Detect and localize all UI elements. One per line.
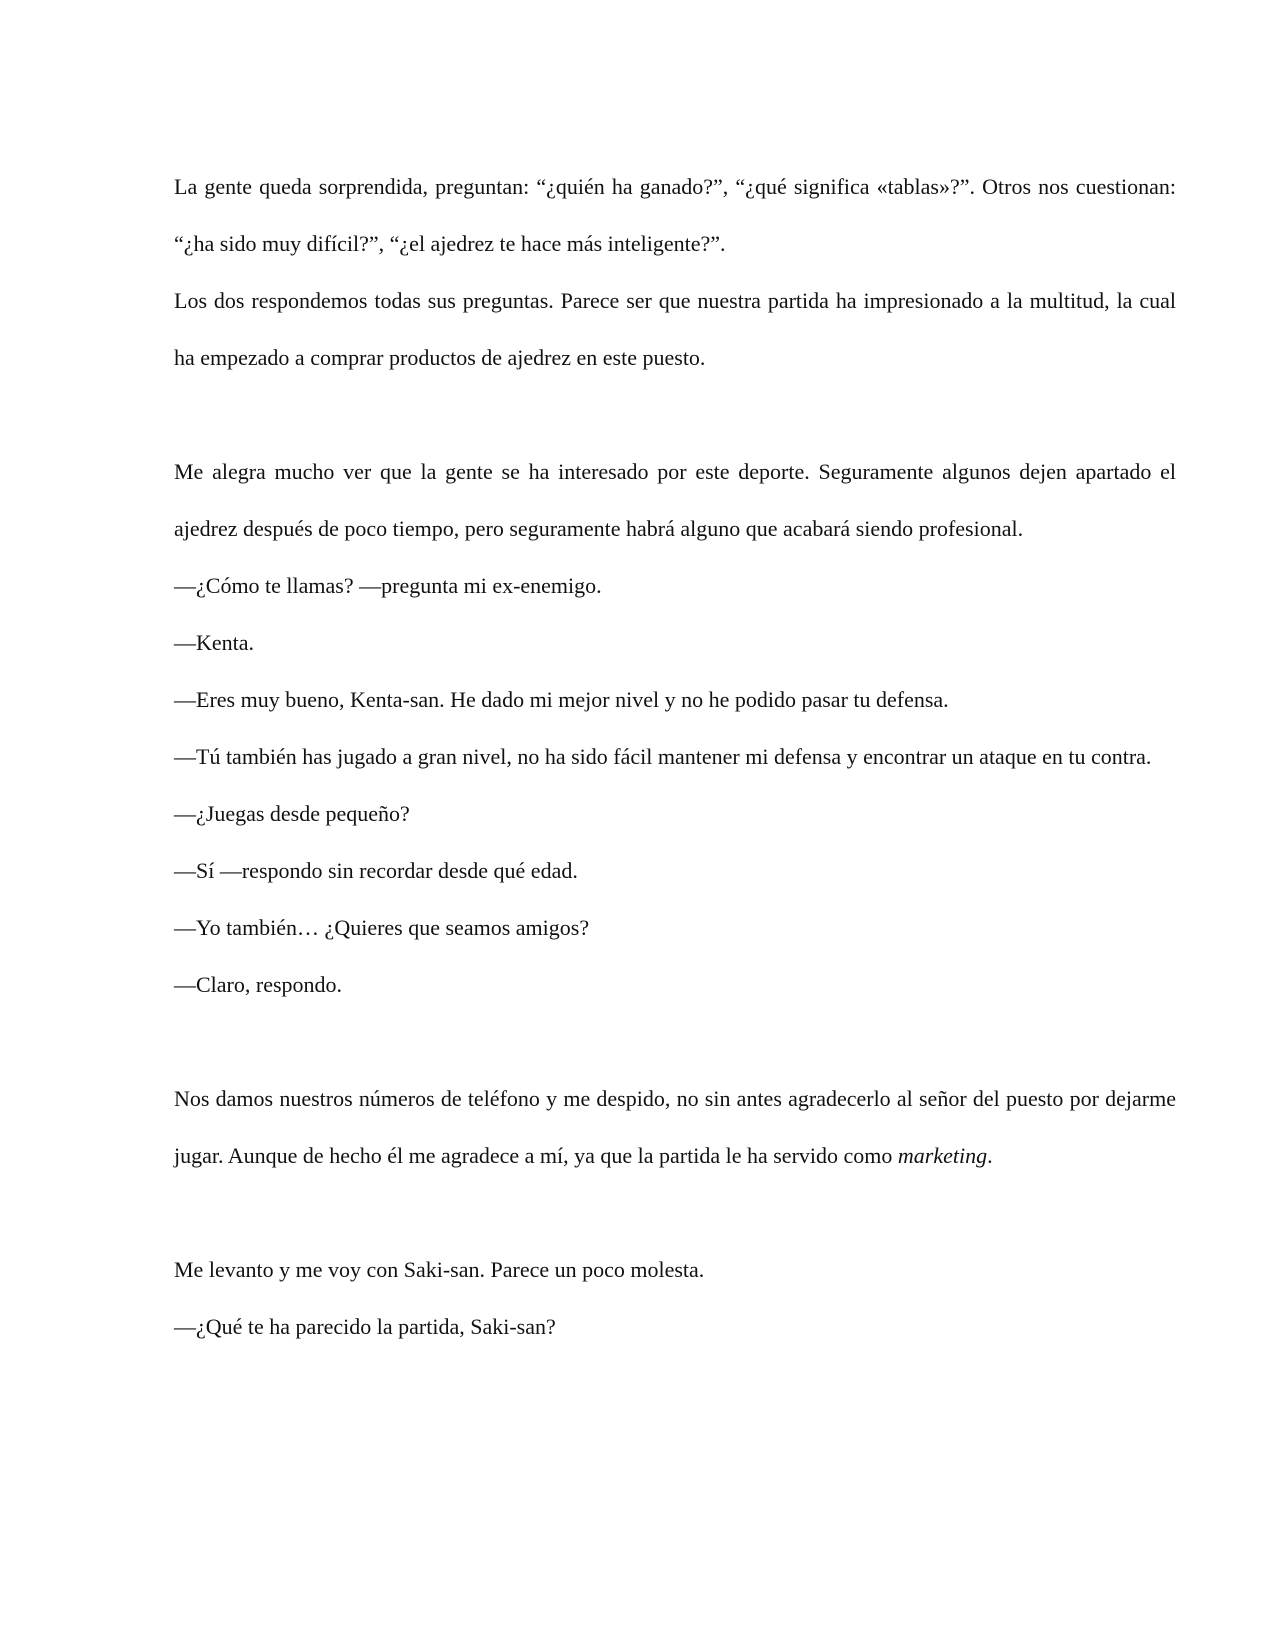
dialogue-line: —Eres muy bueno, Kenta-san. He dado mi mejor nivel y no he podido pasar tu defensa.	[174, 687, 949, 712]
paragraph-spacer	[174, 1184, 1176, 1241]
dialogue-line: —Sí —respondo sin recordar desde qué edad.	[174, 858, 578, 883]
dialogue-line: —¿Juegas desde pequeño?	[174, 801, 410, 826]
paragraph-farewell	[174, 1070, 1176, 1184]
paragraph-answers: Los dos respondemos todas sus preguntas. Parece ser que nuestra partida ha impresionado a la multitud, la cual ha empezado a comprar productos de ajedrez en este puesto.	[174, 288, 1176, 370]
dialogue-line: —¿Qué te ha parecido la partida, Saki-san?	[174, 1314, 556, 1339]
dialogue-line: —Claro, respondo.	[174, 972, 343, 997]
paragraph-farewell-text: Nos damos nuestros números de teléfono y me despido, no sin antes agradecerlo al señor del puesto por dejarme jugar. Aunque de hecho él me agradece a mí, ya que la partida le ha servido como	[174, 1086, 1176, 1168]
paragraph-interest: Me alegra mucho ver que la gente se ha interesado por este deporte. Seguramente algunos dejen apartado el ajedrez después de poco tiempo, pero seguramente habrá alguno que acabará siendo profesional.	[174, 459, 1176, 541]
document-body	[174, 158, 1176, 1355]
paragraph-spacer	[174, 386, 1176, 443]
paragraph-crowd-questions: La gente queda sorprendida, preguntan: “¿quién ha ganado?”, “¿qué significa «tablas»?”. Otros nos cuestionan: “¿ha sido muy difícil?”, “¿el ajedrez te hace más inteligente?”.	[174, 174, 1176, 256]
emphasis-marketing: marketing	[897, 1143, 988, 1168]
dialogue-line: —Tú también has jugado a gran nivel, no ha sido fácil mantener mi defensa y encontrar un ataque en tu contra.	[174, 744, 1152, 769]
dialogue-line: —Kenta.	[174, 630, 255, 655]
paragraph-farewell-tail: .	[987, 1143, 993, 1168]
paragraph-spacer	[174, 1013, 1176, 1070]
dialogue-line: —¿Cómo te llamas? —pregunta mi ex-enemigo.	[174, 573, 602, 598]
dialogue-line: —Yo también… ¿Quieres que seamos amigos?	[174, 915, 590, 940]
paragraph-leaving: Me levanto y me voy con Saki-san. Parece un poco molesta.	[174, 1257, 705, 1282]
